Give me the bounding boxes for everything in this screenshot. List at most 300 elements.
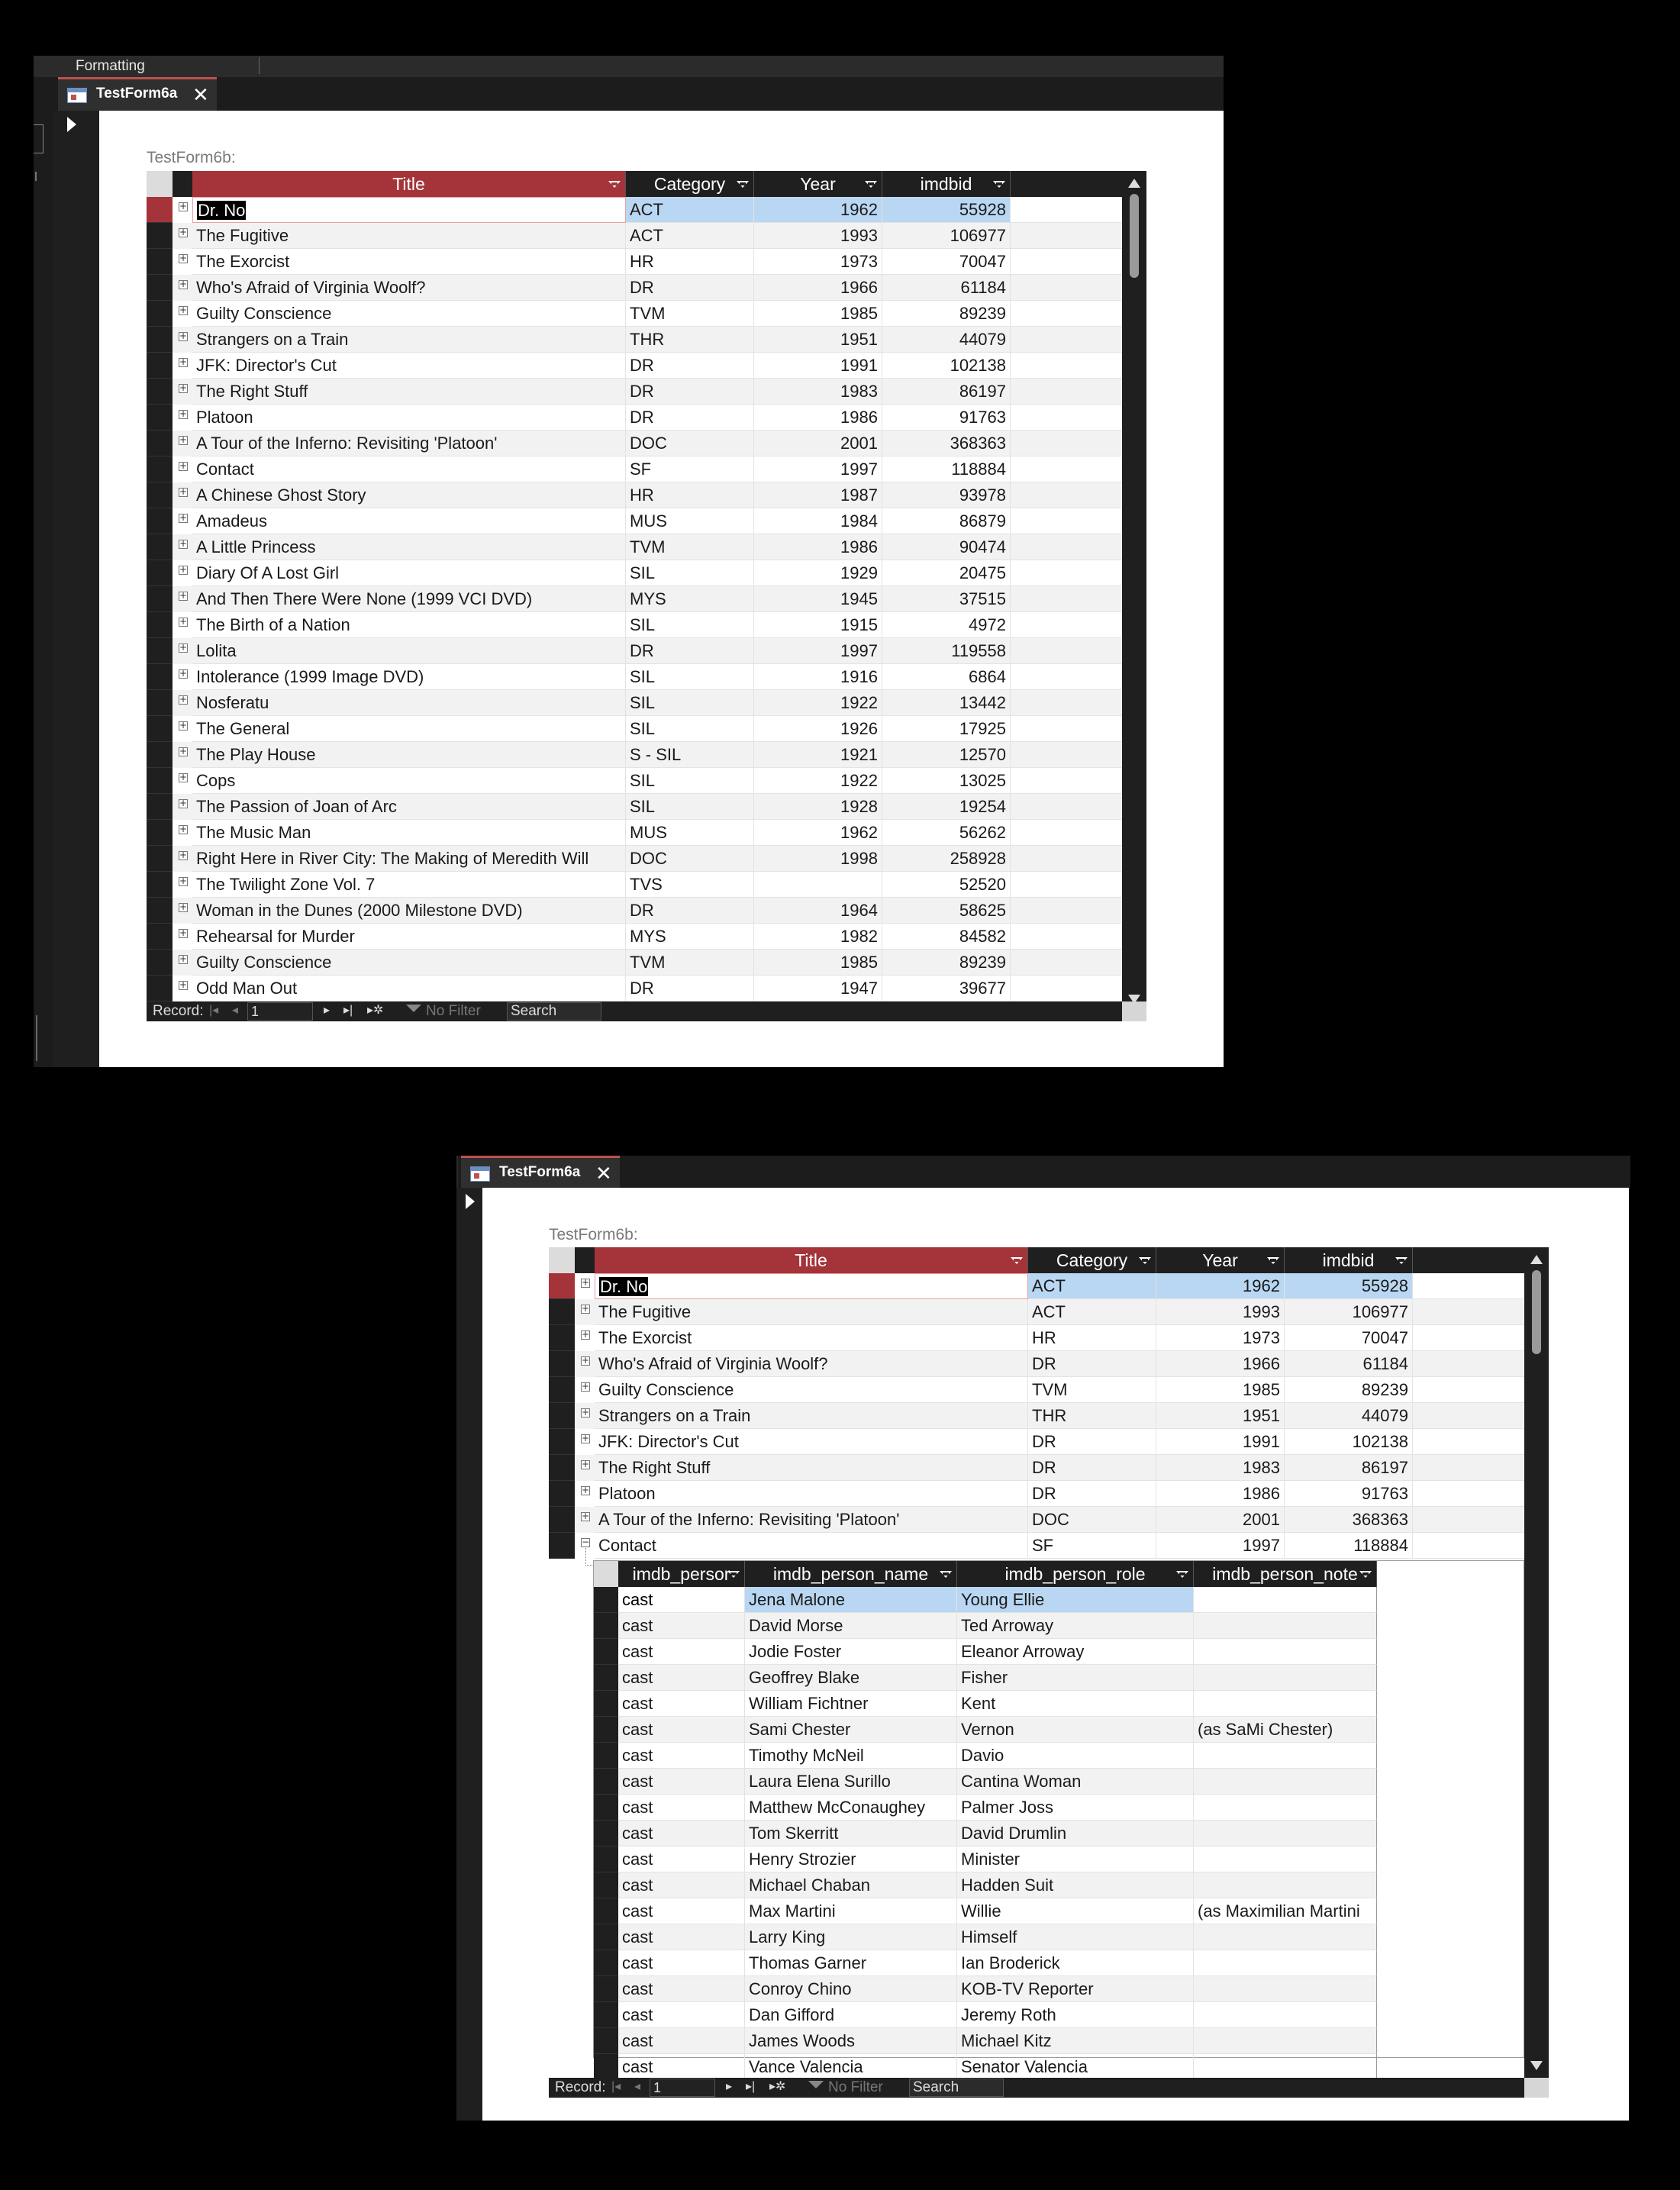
subcell-imdb-person-note[interactable] (1194, 1691, 1377, 1717)
subcell-imdb-person-note[interactable] (1194, 1769, 1377, 1795)
column-filter-dropdown-icon[interactable] (608, 181, 621, 188)
cell-title[interactable]: A Tour of the Inferno: Revisiting 'Platoon' (192, 431, 626, 456)
record-selector[interactable] (549, 1377, 575, 1403)
table-row[interactable] (147, 638, 1122, 664)
cell-category[interactable]: HR (626, 249, 754, 275)
next-record-icon[interactable]: ▸ (726, 2080, 733, 2093)
subrecord-selector[interactable] (594, 1976, 618, 2002)
last-record-icon[interactable]: ▸| (343, 1004, 353, 1017)
vertical-scrollbar[interactable] (1122, 171, 1146, 1011)
cell-title[interactable]: Lolita (192, 638, 626, 664)
cell-title[interactable]: Guilty Conscience (595, 1377, 1028, 1403)
scroll-down-icon[interactable] (1530, 2061, 1543, 2070)
expand-subdatasheet-icon[interactable]: + (582, 1381, 590, 1392)
subcell-imdb-persor[interactable]: cast (618, 1587, 745, 1613)
search-input[interactable]: Search (507, 1002, 601, 1021)
cell-imdbid[interactable]: 52520 (882, 872, 1011, 898)
record-selector[interactable] (147, 431, 173, 456)
subcolumn-header-imdb-persor[interactable] (618, 1561, 745, 1587)
cell-year[interactable]: 1928 (754, 794, 882, 820)
cell-imdbid[interactable]: 89239 (882, 301, 1011, 327)
cell-year[interactable]: 1993 (754, 223, 882, 249)
subdatasheet-row[interactable] (594, 2002, 1377, 2028)
subcell-imdb-persor[interactable]: cast (618, 1872, 745, 1898)
subrecord-selector[interactable] (594, 1847, 618, 1872)
cell-year[interactable]: 1915 (754, 612, 882, 638)
record-selector[interactable] (147, 976, 173, 1001)
cell-category[interactable]: HR (626, 482, 754, 508)
table-row[interactable] (549, 1533, 1524, 1559)
prev-record-icon[interactable]: ◂ (634, 2080, 641, 2093)
subcell-imdb-person-role[interactable]: Michael Kitz (957, 2028, 1194, 2054)
table-row[interactable] (549, 1299, 1524, 1325)
table-row[interactable] (147, 482, 1122, 508)
subcell-imdb-persor[interactable]: cast (618, 1976, 745, 2002)
column-header-category[interactable] (626, 171, 754, 197)
cell-title[interactable]: And Then There Were None (1999 VCI DVD) (192, 586, 626, 612)
cell-title[interactable]: The Exorcist (192, 249, 626, 275)
column-filter-dropdown-icon[interactable] (1359, 1571, 1372, 1578)
table-row[interactable] (147, 560, 1122, 586)
subcell-imdb-persor[interactable]: cast (618, 1717, 745, 1743)
cell-category[interactable]: DR (1028, 1455, 1156, 1481)
scroll-up-icon[interactable] (1128, 179, 1140, 188)
subcell-imdb-person-role[interactable]: Senator Valencia (957, 2054, 1194, 2080)
cell-imdbid[interactable]: 13442 (882, 690, 1011, 716)
current-record-input[interactable]: 1 (247, 1002, 313, 1021)
cell-year[interactable]: 1962 (1156, 1273, 1285, 1299)
cell-category[interactable]: SIL (626, 768, 754, 794)
cell-year[interactable]: 1982 (754, 924, 882, 950)
subdatasheet-row[interactable] (594, 1898, 1377, 1924)
table-row[interactable] (549, 1507, 1524, 1533)
record-selector[interactable] (147, 950, 173, 976)
record-selector[interactable] (147, 534, 173, 560)
cell-year[interactable]: 1985 (754, 301, 882, 327)
cell-title[interactable]: Strangers on a Train (595, 1403, 1028, 1429)
cell-category[interactable]: DR (1028, 1429, 1156, 1455)
cell-year[interactable]: 1986 (1156, 1481, 1285, 1507)
subcell-imdb-persor[interactable]: cast (618, 1743, 745, 1769)
record-selector[interactable] (549, 1455, 575, 1481)
cell-year[interactable]: 2001 (754, 431, 882, 456)
document-tab-testform6a-2[interactable] (461, 1156, 620, 1189)
record-selector[interactable] (147, 379, 173, 405)
table-row[interactable] (549, 1455, 1524, 1481)
table-row[interactable] (147, 820, 1122, 846)
record-selector[interactable] (147, 586, 173, 612)
subcell-imdb-person-role[interactable]: Davio (957, 1743, 1194, 1769)
cell-year[interactable]: 1962 (754, 197, 882, 223)
cell-title[interactable]: Platoon (595, 1481, 1028, 1507)
cell-year[interactable]: 1964 (754, 898, 882, 924)
cell-category[interactable]: DR (626, 275, 754, 301)
cell-year[interactable]: 1997 (754, 638, 882, 664)
cell-category[interactable]: SIL (626, 612, 754, 638)
cell-title[interactable]: Diary Of A Lost Girl (192, 560, 626, 586)
subdatasheet-select-all[interactable] (594, 1561, 618, 1587)
cell-imdbid[interactable]: 118884 (1285, 1533, 1413, 1559)
subcell-imdb-person-role[interactable]: Young Ellie (957, 1587, 1194, 1613)
cell-title[interactable]: Nosferatu (192, 690, 626, 716)
expand-subdatasheet-icon[interactable]: + (179, 460, 188, 471)
cell-category[interactable]: DR (626, 638, 754, 664)
subrecord-selector[interactable] (594, 1691, 618, 1717)
subdatasheet-row[interactable] (594, 1743, 1377, 1769)
cell-year[interactable]: 1983 (1156, 1455, 1285, 1481)
subrecord-selector[interactable] (594, 1639, 618, 1665)
expand-subdatasheet-icon[interactable]: + (179, 408, 188, 419)
subcell-imdb-person-name[interactable]: Vance Valencia (745, 2054, 957, 2080)
cell-year[interactable]: 1973 (754, 249, 882, 275)
table-row[interactable] (147, 249, 1122, 275)
subcell-imdb-person-note[interactable] (1194, 1587, 1377, 1613)
column-filter-dropdown-icon[interactable] (865, 181, 877, 188)
cell-year[interactable]: 1997 (754, 456, 882, 482)
column-filter-dropdown-icon[interactable] (993, 181, 1005, 188)
expand-subdatasheet-icon[interactable]: + (582, 1355, 590, 1366)
cell-imdbid[interactable]: 70047 (882, 249, 1011, 275)
cell-title[interactable]: A Chinese Ghost Story (192, 482, 626, 508)
cell-title[interactable]: A Little Princess (192, 534, 626, 560)
cell-title[interactable]: Rehearsal for Murder (192, 924, 626, 950)
table-row[interactable] (549, 1481, 1524, 1507)
subrecord-selector[interactable] (594, 1872, 618, 1898)
subrecord-selector[interactable] (594, 1743, 618, 1769)
expand-subdatasheet-icon[interactable]: + (179, 201, 188, 211)
cell-title[interactable]: The Play House (192, 742, 626, 768)
cell-imdbid[interactable]: 368363 (1285, 1507, 1413, 1533)
subcell-imdb-person-role[interactable]: Jeremy Roth (957, 2002, 1194, 2028)
cell-imdbid[interactable]: 93978 (882, 482, 1011, 508)
expand-subdatasheet-icon[interactable]: + (179, 798, 188, 808)
record-selector[interactable] (549, 1429, 575, 1455)
no-filter-button[interactable]: No Filter (828, 2079, 883, 2095)
cell-title[interactable]: Contact (595, 1533, 1028, 1559)
column-filter-dropdown-icon[interactable] (1267, 1257, 1279, 1264)
record-selector[interactable] (147, 482, 173, 508)
cell-category[interactable]: TVS (626, 872, 754, 898)
subcell-imdb-person-name[interactable]: Larry King (745, 1924, 957, 1950)
subcell-imdb-person-role[interactable]: Eleanor Arroway (957, 1639, 1194, 1665)
record-selector[interactable] (147, 301, 173, 327)
cell-year[interactable]: 1997 (1156, 1533, 1285, 1559)
cell-category[interactable]: DOC (626, 846, 754, 872)
resize-grip[interactable] (1524, 2078, 1549, 2098)
table-row[interactable] (549, 1273, 1524, 1299)
column-header-category[interactable] (1028, 1247, 1156, 1273)
cell-category[interactable]: HR (1028, 1325, 1156, 1351)
subrecord-selector[interactable] (594, 1821, 618, 1847)
cell-title[interactable]: Woman in the Dunes (2000 Milestone DVD) (192, 898, 626, 924)
cell-category[interactable]: TVM (626, 534, 754, 560)
subcell-imdb-persor[interactable]: cast (618, 1691, 745, 1717)
table-row[interactable] (147, 586, 1122, 612)
subcell-imdb-persor[interactable]: cast (618, 1898, 745, 1924)
subcell-imdb-person-note[interactable] (1194, 1743, 1377, 1769)
expand-subdatasheet-icon[interactable]: + (179, 253, 188, 263)
subcell-imdb-persor[interactable]: cast (618, 1639, 745, 1665)
subrecord-selector[interactable] (594, 1587, 618, 1613)
cell-imdbid[interactable]: 86879 (882, 508, 1011, 534)
table-row[interactable] (147, 924, 1122, 950)
subdatasheet-row[interactable] (594, 1924, 1377, 1950)
expand-subdatasheet-icon[interactable]: + (179, 720, 188, 731)
cell-imdbid[interactable]: 44079 (1285, 1403, 1413, 1429)
table-row[interactable] (147, 846, 1122, 872)
cell-title[interactable]: The Twilight Zone Vol. 7 (192, 872, 626, 898)
cell-imdbid[interactable]: 89239 (1285, 1377, 1413, 1403)
cell-imdbid[interactable]: 70047 (1285, 1325, 1413, 1351)
cell-title[interactable]: Guilty Conscience (192, 301, 626, 327)
subcell-imdb-persor[interactable]: cast (618, 1665, 745, 1691)
cell-title[interactable]: The General (192, 716, 626, 742)
expand-subdatasheet-icon[interactable]: + (179, 279, 188, 289)
cell-title[interactable]: The Music Man (192, 820, 626, 846)
cell-category[interactable]: DR (1028, 1481, 1156, 1507)
cell-imdbid[interactable]: 13025 (882, 768, 1011, 794)
record-selector[interactable] (147, 638, 173, 664)
table-row[interactable] (147, 353, 1122, 379)
cell-year[interactable]: 1973 (1156, 1325, 1285, 1351)
cell-title[interactable]: The Exorcist (595, 1325, 1028, 1351)
cell-title[interactable]: Guilty Conscience (192, 950, 626, 976)
subcell-imdb-person-note[interactable] (1194, 2028, 1377, 2054)
form-record-selector[interactable] (53, 111, 99, 1067)
cell-title[interactable]: The Fugitive (192, 223, 626, 249)
record-selector[interactable] (147, 223, 173, 249)
subcell-imdb-person-role[interactable]: David Drumlin (957, 1821, 1194, 1847)
cell-year[interactable]: 1984 (754, 508, 882, 534)
cell-title[interactable]: The Passion of Joan of Arc (192, 794, 626, 820)
scroll-thumb[interactable] (1130, 194, 1139, 278)
cell-year[interactable]: 1985 (1156, 1377, 1285, 1403)
subcell-imdb-person-role[interactable]: Cantina Woman (957, 1769, 1194, 1795)
cell-category[interactable]: MYS (626, 586, 754, 612)
cell-year[interactable]: 1966 (1156, 1351, 1285, 1377)
cell-category[interactable]: DR (626, 976, 754, 1001)
expand-subdatasheet-icon[interactable]: + (179, 382, 188, 393)
subcell-imdb-person-name[interactable]: Jena Malone (745, 1587, 957, 1613)
cell-year[interactable]: 1986 (754, 405, 882, 431)
cell-category[interactable]: DOC (626, 431, 754, 456)
expand-subdatasheet-icon[interactable]: + (582, 1303, 590, 1314)
record-selector[interactable] (147, 768, 173, 794)
record-selector[interactable] (549, 1325, 575, 1351)
column-header-year[interactable] (754, 171, 882, 197)
cell-imdbid[interactable]: 368363 (882, 431, 1011, 456)
record-selector[interactable] (147, 249, 173, 275)
expand-subdatasheet-icon[interactable]: + (179, 642, 188, 653)
cell-imdbid[interactable]: 119558 (882, 638, 1011, 664)
cell-imdbid[interactable]: 56262 (882, 820, 1011, 846)
cell-imdbid[interactable]: 39677 (882, 976, 1011, 1001)
record-selector[interactable] (147, 612, 173, 638)
cell-imdbid[interactable]: 118884 (882, 456, 1011, 482)
expand-subdatasheet-icon[interactable]: + (582, 1511, 590, 1521)
cell-category[interactable]: DR (1028, 1351, 1156, 1377)
subrecord-selector[interactable] (594, 1795, 618, 1821)
cell-category[interactable]: SF (1028, 1533, 1156, 1559)
expand-subdatasheet-icon[interactable]: + (179, 512, 188, 523)
subdatasheet-row[interactable] (594, 1691, 1377, 1717)
column-header-title[interactable] (595, 1247, 1028, 1273)
cell-year[interactable]: 1926 (754, 716, 882, 742)
subcell-imdb-person-role[interactable]: Himself (957, 1924, 1194, 1950)
subdatasheet-row[interactable] (594, 1613, 1377, 1639)
subcell-imdb-person-name[interactable]: Henry Strozier (745, 1847, 957, 1872)
subcell-imdb-person-role[interactable]: Ian Broderick (957, 1950, 1194, 1976)
table-row[interactable] (147, 898, 1122, 924)
cell-year[interactable]: 1951 (1156, 1403, 1285, 1429)
subcell-imdb-person-note[interactable]: (as Maximilian Martini (1194, 1898, 1377, 1924)
cell-title[interactable] (595, 1273, 1028, 1299)
table-row[interactable] (549, 1325, 1524, 1351)
cell-imdbid[interactable]: 84582 (882, 924, 1011, 950)
record-selector[interactable] (147, 924, 173, 950)
expand-subdatasheet-icon[interactable]: + (179, 616, 188, 627)
cell-year[interactable]: 1929 (754, 560, 882, 586)
search-input[interactable]: Search (909, 2079, 1004, 2097)
record-selector[interactable] (549, 1507, 575, 1533)
record-selector[interactable] (147, 275, 173, 301)
nav-pane-collapse-icon[interactable] (34, 124, 44, 153)
subcell-imdb-person-role[interactable]: Kent (957, 1691, 1194, 1717)
cell-year[interactable]: 1991 (754, 353, 882, 379)
cell-imdbid[interactable]: 86197 (1285, 1455, 1413, 1481)
column-filter-dropdown-icon[interactable] (1139, 1257, 1151, 1264)
subcell-imdb-person-role[interactable]: Fisher (957, 1665, 1194, 1691)
subcell-imdb-persor[interactable]: cast (618, 1950, 745, 1976)
table-row[interactable] (147, 379, 1122, 405)
cell-title[interactable]: Odd Man Out (192, 976, 626, 1001)
table-row[interactable] (147, 197, 1122, 223)
expand-subdatasheet-icon[interactable]: + (179, 668, 188, 679)
subcell-imdb-person-name[interactable]: Laura Elena Surillo (745, 1769, 957, 1795)
subdatasheet-row[interactable] (594, 1847, 1377, 1872)
record-selector[interactable] (147, 560, 173, 586)
expand-subdatasheet-icon[interactable]: + (582, 1433, 590, 1443)
last-record-icon[interactable]: ▸| (746, 2080, 756, 2093)
subcell-imdb-person-role[interactable]: Minister (957, 1847, 1194, 1872)
record-selector[interactable] (147, 664, 173, 690)
column-header-imdbid[interactable] (1285, 1247, 1413, 1273)
next-record-icon[interactable]: ▸ (324, 1004, 331, 1017)
expand-subdatasheet-icon[interactable]: + (179, 305, 188, 315)
cell-category[interactable]: TVM (626, 301, 754, 327)
cell-year[interactable]: 1983 (754, 379, 882, 405)
cell-imdbid[interactable]: 106977 (882, 223, 1011, 249)
subcell-imdb-persor[interactable]: cast (618, 1769, 745, 1795)
subcell-imdb-person-name[interactable]: Geoffrey Blake (745, 1665, 957, 1691)
table-row[interactable] (147, 976, 1122, 1001)
subcell-imdb-person-role[interactable]: Willie (957, 1898, 1194, 1924)
cell-category[interactable]: DR (626, 898, 754, 924)
expand-subdatasheet-icon[interactable]: + (179, 927, 188, 938)
cell-year[interactable]: 1947 (754, 976, 882, 1001)
table-row[interactable] (147, 872, 1122, 898)
scroll-up-icon[interactable] (1530, 1255, 1543, 1264)
subcell-imdb-person-name[interactable]: Timothy McNeil (745, 1743, 957, 1769)
cell-imdbid[interactable]: 258928 (882, 846, 1011, 872)
subcell-imdb-person-name[interactable]: Max Martini (745, 1898, 957, 1924)
collapse-subdatasheet-icon[interactable]: − (582, 1537, 590, 1547)
cell-imdbid[interactable]: 102138 (882, 353, 1011, 379)
subcell-imdb-persor[interactable]: cast (618, 1847, 745, 1872)
column-header-year[interactable] (1156, 1247, 1285, 1273)
column-filter-dropdown-icon[interactable] (737, 181, 749, 188)
cell-imdbid[interactable]: 58625 (882, 898, 1011, 924)
cell-year[interactable]: 1991 (1156, 1429, 1285, 1455)
first-record-icon[interactable]: |◂ (209, 1004, 219, 1017)
record-selector[interactable] (147, 353, 173, 379)
cell-title[interactable]: A Tour of the Inferno: Revisiting 'Platoon' (595, 1507, 1028, 1533)
record-selector[interactable] (549, 1481, 575, 1507)
subrecord-selector[interactable] (594, 1769, 618, 1795)
cell-title[interactable] (192, 197, 626, 223)
expand-subdatasheet-icon[interactable]: + (582, 1485, 590, 1495)
cell-imdbid[interactable]: 102138 (1285, 1429, 1413, 1455)
subdatasheet-row[interactable] (594, 1665, 1377, 1691)
no-filter-button[interactable]: No Filter (426, 1003, 481, 1019)
cell-title[interactable]: Strangers on a Train (192, 327, 626, 353)
table-row[interactable] (147, 431, 1122, 456)
cell-title[interactable]: Right Here in River City: The Making of Meredith Will (192, 846, 626, 872)
cell-title[interactable]: JFK: Director's Cut (595, 1429, 1028, 1455)
subcell-imdb-person-name[interactable]: Tom Skerritt (745, 1821, 957, 1847)
cell-title[interactable]: The Birth of a Nation (192, 612, 626, 638)
column-filter-dropdown-icon[interactable] (1011, 1257, 1023, 1264)
record-selector[interactable] (147, 820, 173, 846)
cell-year[interactable]: 2001 (1156, 1507, 1285, 1533)
table-row[interactable] (147, 534, 1122, 560)
cell-imdbid[interactable]: 90474 (882, 534, 1011, 560)
cell-category[interactable]: TVM (626, 950, 754, 976)
cell-category[interactable]: DR (626, 405, 754, 431)
subcell-imdb-person-name[interactable]: Jodie Foster (745, 1639, 957, 1665)
table-row[interactable] (147, 664, 1122, 690)
cell-year[interactable]: 1962 (754, 820, 882, 846)
subcell-imdb-persor[interactable]: cast (618, 2028, 745, 2054)
table-row[interactable] (147, 508, 1122, 534)
cell-year[interactable]: 1945 (754, 586, 882, 612)
record-selector[interactable] (147, 197, 173, 223)
subcell-imdb-persor[interactable]: cast (618, 1821, 745, 1847)
subdatasheet-row[interactable] (594, 1976, 1377, 2002)
subcell-imdb-persor[interactable]: cast (618, 1924, 745, 1950)
cell-title[interactable]: Who's Afraid of Virginia Woolf? (192, 275, 626, 301)
subcell-imdb-person-name[interactable]: David Morse (745, 1613, 957, 1639)
subrecord-selector[interactable] (594, 1924, 618, 1950)
record-selector[interactable] (147, 898, 173, 924)
cell-category[interactable]: THR (1028, 1403, 1156, 1429)
column-header-imdbid[interactable] (882, 171, 1011, 197)
table-row[interactable] (147, 405, 1122, 431)
cell-imdbid[interactable]: 44079 (882, 327, 1011, 353)
cell-imdbid[interactable]: 106977 (1285, 1299, 1413, 1325)
subcell-imdb-person-name[interactable]: William Fichtner (745, 1691, 957, 1717)
table-row[interactable] (147, 612, 1122, 638)
subcell-imdb-person-name[interactable]: Conroy Chino (745, 1976, 957, 2002)
record-selector[interactable] (147, 327, 173, 353)
table-row[interactable] (549, 1351, 1524, 1377)
table-row[interactable] (147, 301, 1122, 327)
record-selector[interactable] (549, 1351, 575, 1377)
ribbon-formatting-tab[interactable]: Formatting (76, 58, 145, 74)
column-filter-dropdown-icon[interactable] (1395, 1257, 1408, 1264)
subcell-imdb-person-role[interactable]: KOB-TV Reporter (957, 1976, 1194, 2002)
cell-category[interactable]: SIL (626, 716, 754, 742)
